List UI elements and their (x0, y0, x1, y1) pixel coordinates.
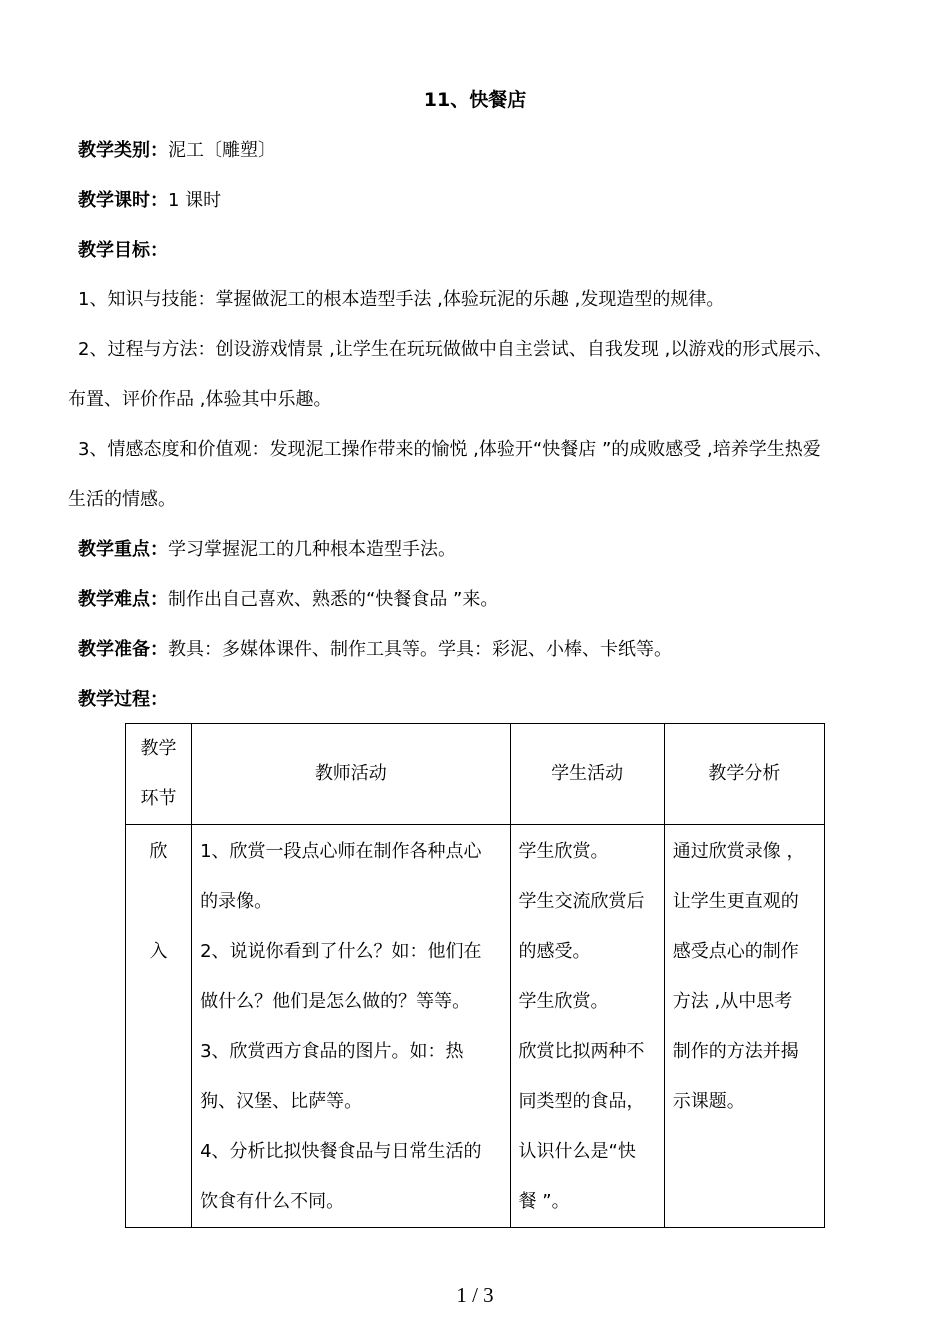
stage-gap (126, 877, 191, 927)
analysis-line: 示课题。 (672, 1091, 745, 1112)
student-line: 同类型的食品， (518, 1091, 645, 1112)
teacher-line: 饮食有什么不同。 (200, 1191, 345, 1212)
student-line: 学生欣赏。 (518, 991, 609, 1012)
header-stage-line1: 教学 (140, 738, 177, 759)
category-label: 教学类别： (78, 140, 168, 161)
analysis-line: 感受点心的制作 (672, 941, 799, 962)
student-line: 认识什么是“快 (518, 1141, 636, 1162)
teacher-line: 2、说说你看到了什么？如：他们在 (200, 941, 482, 962)
process-line (78, 686, 898, 714)
teacher-line: 的录像。 (200, 891, 273, 912)
goal-item-3-line1: 3、情感态度和价值观：发现泥工操作带来的愉悦 ,体验开“快餐店 ”的成败感受 ,培养学生热爱 (78, 439, 821, 460)
stage-char-1: 欣 (149, 841, 168, 862)
teacher-activity-cell (192, 825, 510, 1228)
category-value: 泥工〔雕塑〕 (168, 140, 276, 161)
analysis-line: 通过欣赏录像 ， (672, 841, 805, 862)
teacher-line: 3、欣赏西方食品的图片。如：热 (200, 1041, 464, 1062)
goals-line (78, 237, 898, 265)
table-header-row (126, 724, 825, 825)
student-line: 欣赏比拟两种不 (518, 1041, 645, 1062)
header-stage-line2: 环节 (140, 788, 177, 809)
analysis-line: 制作的方法并揭 (672, 1041, 799, 1062)
key-point-value: 学习掌握泥工的几种根本造型手法。 (168, 539, 456, 560)
goals-label: 教学目标： (78, 240, 168, 261)
teacher-line: 做什么？他们是怎么做的？等等。 (200, 991, 471, 1012)
hours-label: 教学课时： (78, 190, 168, 211)
student-line: 学生欣赏。 (518, 841, 609, 862)
teacher-line: 1、欣赏一段点心师在制作各种点心 (200, 841, 482, 862)
header-teacher: 教师活动 (192, 724, 510, 825)
goal-item-2-line1: 2、过程与方法：创设游戏情景 ,让学生在玩玩做做中自主尝试、自我发现 ,以游戏的形式展示、 (78, 339, 833, 360)
preparation-label: 教学准备： (78, 639, 168, 660)
difficulty-label: 教学难点： (78, 589, 168, 610)
key-point-label: 教学重点： (78, 539, 168, 560)
process-table (125, 723, 825, 1228)
header-stage (126, 724, 192, 825)
goal-item-3-line2: 生活的情感。 (68, 489, 176, 510)
header-analysis: 教学分析 (664, 724, 824, 825)
key-point-line (78, 536, 898, 564)
document-title: 11、快餐店 (423, 89, 527, 111)
student-line: 学生交流欣赏后 (518, 891, 645, 912)
student-line: 的感受。 (518, 941, 591, 962)
goal-item-2-line2: 布置、评价作品 ,体验其中乐趣。 (68, 389, 332, 410)
preparation-line (78, 636, 898, 664)
student-activity-cell (510, 825, 664, 1228)
table-row (126, 825, 825, 1228)
student-line: 餐 ”。 (518, 1191, 570, 1212)
page-number: 1 / 3 (456, 1283, 494, 1307)
goal-item-1: 1、知识与技能：掌握做泥工的根本造型手法 ,体验玩泥的乐趣 ,发现造型的规律。 (78, 289, 725, 310)
process-label: 教学过程： (78, 689, 168, 710)
stage-cell (126, 825, 192, 1228)
hours-line (78, 187, 898, 215)
preparation-value: 教具：多媒体课件、制作工具等。学具：彩泥、小棒、卡纸等。 (168, 639, 672, 660)
analysis-line: 方法 ,从中思考 (672, 991, 793, 1012)
hours-value: 1 课时 (168, 190, 222, 211)
analysis-line: 让学生更直观的 (672, 891, 799, 912)
difficulty-line (78, 586, 898, 614)
analysis-cell (664, 825, 824, 1228)
category-line (78, 137, 898, 165)
header-student: 学生活动 (510, 724, 664, 825)
teacher-line: 狗、汉堡、比萨等。 (200, 1091, 363, 1112)
teacher-line: 4、分析比拟快餐食品与日常生活的 (200, 1141, 482, 1162)
stage-char-2: 入 (149, 941, 168, 962)
difficulty-value: 制作出自己喜欢、熟悉的“快餐食品 ”来。 (168, 589, 499, 610)
